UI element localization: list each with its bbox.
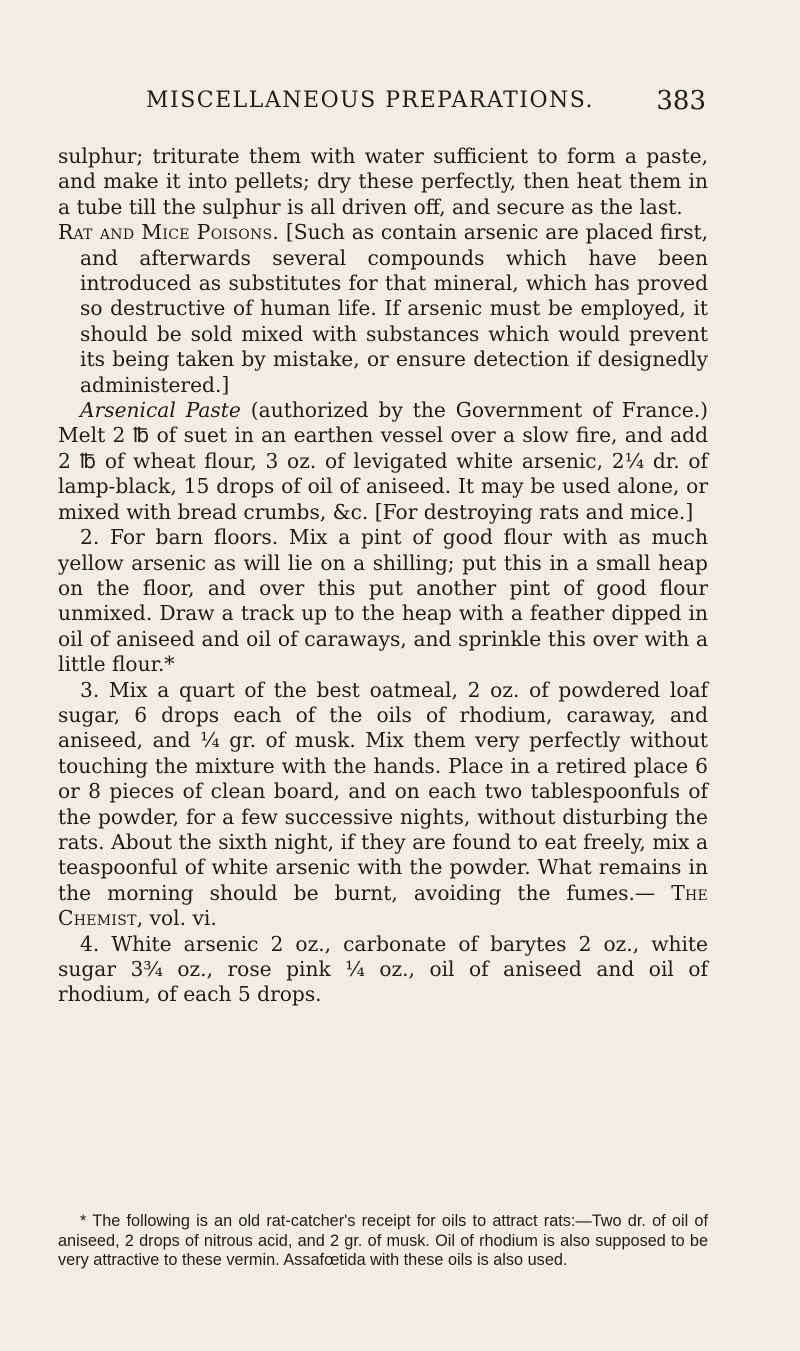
page-header [146,88,706,124]
paragraph-sulphur-continuation: sulphur; triturate them with water sufficient to form a paste, and make it into pellets; dry these perfectly, then heat them in a tube till the sulphur is all driven off, and secure as the last. [58,144,708,219]
paragraph-rat-and-mice-poisons [58,220,708,398]
footnote [58,1212,708,1271]
paragraph-text: [Such as contain arsenic are placed first, and afterwards several compounds which have been introduced as substitutes for that mineral, which has proved so destructive of human life. If arsenic must be employed, it should be sold mixed with substances which would prevent its being taken by mistake, or ensure detection if designedly administered.] [80,220,708,397]
paragraph-recipe-4: 4. White arsenic 2 oz., carbonate of barytes 2 oz., white sugar 3¾ oz., rose pink ¼ oz., oil of aniseed and oil of rhodium, of each 5 drops. [58,931,708,1007]
paragraph-arsenical-paste [58,398,708,525]
source-citation: The Chemist [58,880,708,931]
running-title: MISCELLANEOUS PREPARATIONS. [146,88,595,113]
page-number: 383 [656,86,706,116]
footnote-text: * The following is an old rat-catcher's receipt for oils to attract rats:—Two dr. of oil of aniseed, 2 drops of nitrous acid, and 2 gr. of musk. Oil of rhodium is also supposed to be very attractive to these vermin. Assafœtida with these oils is also used. [58,1212,708,1269]
source-volume: , vol. vi. [136,906,217,931]
entry-heading-arsenical-paste: Arsenical Paste [80,398,241,423]
paragraph-recipe-2: 2. For barn floors. Mix a pint of good flour with as much yellow arsenic as will lie on a shilling; put this in a small heap on the floor, and over this put another pint of good flour unmixed. Draw a track up to the heap with a feather dipped in oil of aniseed and oil of caraways, and sprinkle this over with a little flour.* [58,525,708,677]
paragraph-recipe-3 [58,678,708,932]
paragraph-text: (authorized by the Government of France.) Melt 2 ℔ of suet in an earthen vessel over a slow fire, and add 2 ℔ of wheat flour, 3 oz. of levigated white arsenic, 2¼ dr. of lamp-black, 15 drops of oil of aniseed. It may be used alone, or mixed with bread crumbs, &c. [For destroying rats and mice.] [58,398,708,524]
main-text [58,144,708,1008]
entry-heading-rat-and-mice-poisons: Rat and Mice Poisons. [58,220,280,245]
paragraph-text: 3. Mix a quart of the best oatmeal, 2 oz. of powdered loaf sugar, 6 drops each of the oils of rhodium, caraway, and aniseed, and ¼ gr. of musk. Mix them very perfectly without touching the mixture with the hands. Place in a retired place 6 or 8 pieces of clean board, and on each two tablespoonfuls of the powder, for a few successive nights, without disturbing the rats. About the sixth night, if they are found to eat freely, mix a teaspoonful of white arsenic with the powder. What remains in the morning should be burnt, avoiding the fumes.— [58,677,708,905]
